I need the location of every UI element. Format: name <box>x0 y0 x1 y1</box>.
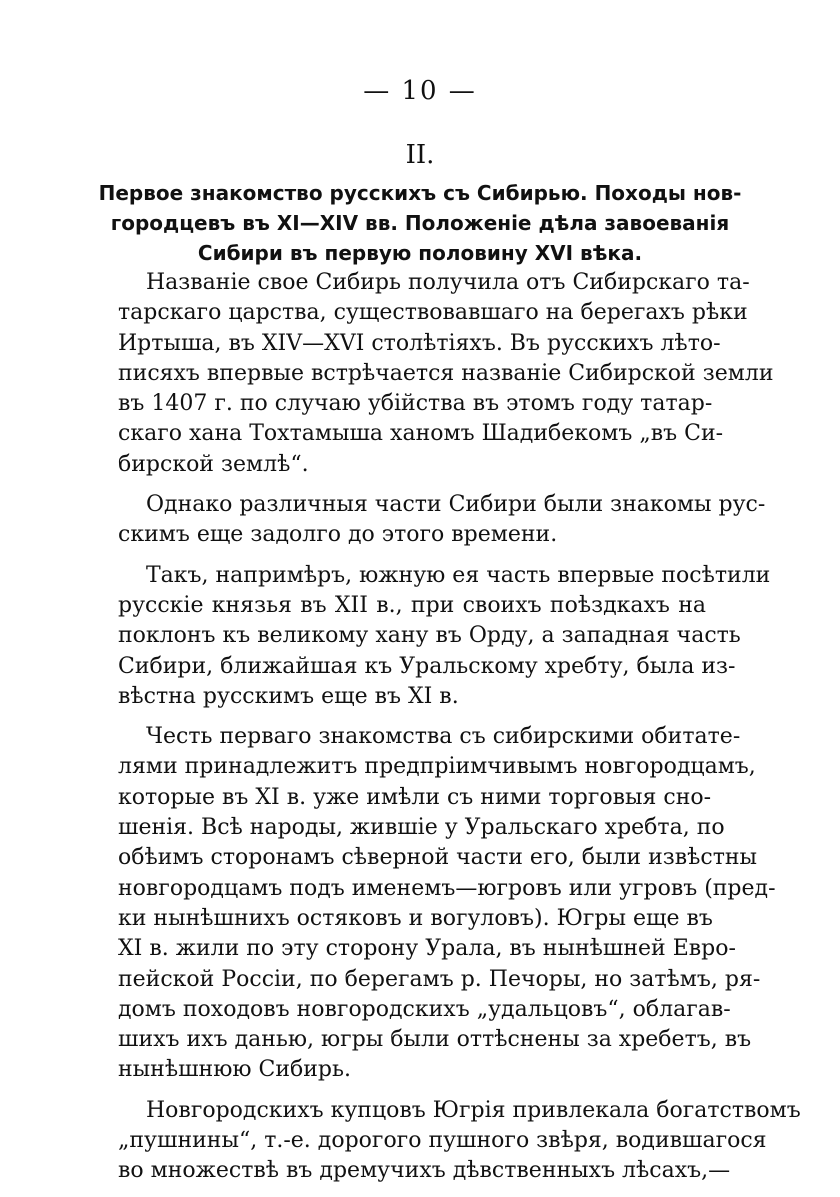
text-line: „пушнины“, т.-е. дорогого пушного звѣря, водившагося <box>118 1128 767 1154</box>
chapter-title-line: городцевъ въ XI—XIV вв. Положеніе дѣла завоеванія <box>110 211 730 235</box>
text-line: обѣимъ сторонамъ сѣверной части его, были извѣстны <box>118 845 758 871</box>
paragraph <box>118 722 776 1086</box>
text-line: которые въ XI в. уже имѣли съ ними торговыя сно- <box>118 784 712 810</box>
text-line: шенія. Всѣ народы, жившіе у Уральскаго хребта, по <box>118 815 725 841</box>
chapter-title <box>0 178 840 268</box>
text-line: поклонъ къ великому хану въ Орду, а западная часть <box>118 623 741 649</box>
paragraph <box>118 490 766 551</box>
text-line: Такъ, напримѣръ, южную ея часть впервые посѣтили <box>146 562 771 588</box>
text-line: ки нынѣшнихъ остяковъ и вогуловъ). Югры еще въ <box>118 905 713 931</box>
text-line: во множествѣ въ дремучихъ дѣвственныхъ лѣсахъ,— <box>118 1158 731 1184</box>
text-line: тарскаго царства, существовавшаго на берегахъ рѣки <box>118 300 748 326</box>
text-line: вѣстна русскимъ еще въ XI в. <box>118 683 459 709</box>
text-line: шихъ ихъ данью, югры были оттѣснены за хребетъ, въ <box>118 1027 752 1053</box>
text-line: Сибири, ближайшая къ Уральскому хребту, была из- <box>118 653 736 679</box>
text-line: бирской землѣ“. <box>118 451 309 477</box>
text-line: пейской Россіи, по берегамъ р. Печоры, но затѣмъ, ря- <box>118 966 761 992</box>
text-line: въ 1407 г. по случаю убійства въ этомъ году татар- <box>118 391 713 417</box>
text-line: писяхъ впервые встрѣчается названіе Сибирской земли <box>118 360 774 386</box>
chapter-numeral: II. <box>405 140 435 170</box>
text-line: XI в. жили по эту сторону Урала, въ нынѣшней Евро- <box>118 936 736 962</box>
paragraph <box>118 561 771 712</box>
text-line: Однако различныя части Сибири были знакомы рус- <box>146 492 766 518</box>
paragraph <box>118 1096 801 1187</box>
text-line: домъ походовъ новгородскихъ „удальцовъ“, облагав- <box>118 996 731 1022</box>
text-line: русскіе князья въ XII в., при своихъ поѣздкахъ на <box>118 592 706 618</box>
chapter-title-line: Сибири въ первую половину XVI вѣка. <box>197 241 643 265</box>
text-line: скаго хана Тохтамыша ханомъ Шадибекомъ „въ Си- <box>118 421 724 447</box>
text-line: лями принадлежитъ предпріимчивымъ новгородцамъ, <box>118 754 756 780</box>
body-text <box>118 268 801 1197</box>
text-line: Названіе свое Сибирь получила отъ Сибирскаго та- <box>146 270 750 295</box>
text-line: скимъ еще задолго до этого времени. <box>118 522 558 548</box>
text-line: новгородцамъ подъ именемъ—югровъ или угровъ (пред- <box>118 875 776 901</box>
page-number: — 10 — <box>363 76 477 106</box>
text-line: нынѣшнюю Сибирь. <box>118 1057 351 1083</box>
text-line: Иртыша, въ XIV—XVI столѣтіяхъ. Въ русскихъ лѣто- <box>118 330 721 356</box>
chapter-title-line: Первое знакомство русскихъ съ Сибирью. Походы нов- <box>98 181 742 205</box>
paragraph <box>118 268 774 480</box>
text-line: Честь перваго знакомства съ сибирскими обитате- <box>146 724 741 750</box>
text-line: Новгородскихъ купцовъ Югрія привлекала богатствомъ <box>146 1097 801 1123</box>
